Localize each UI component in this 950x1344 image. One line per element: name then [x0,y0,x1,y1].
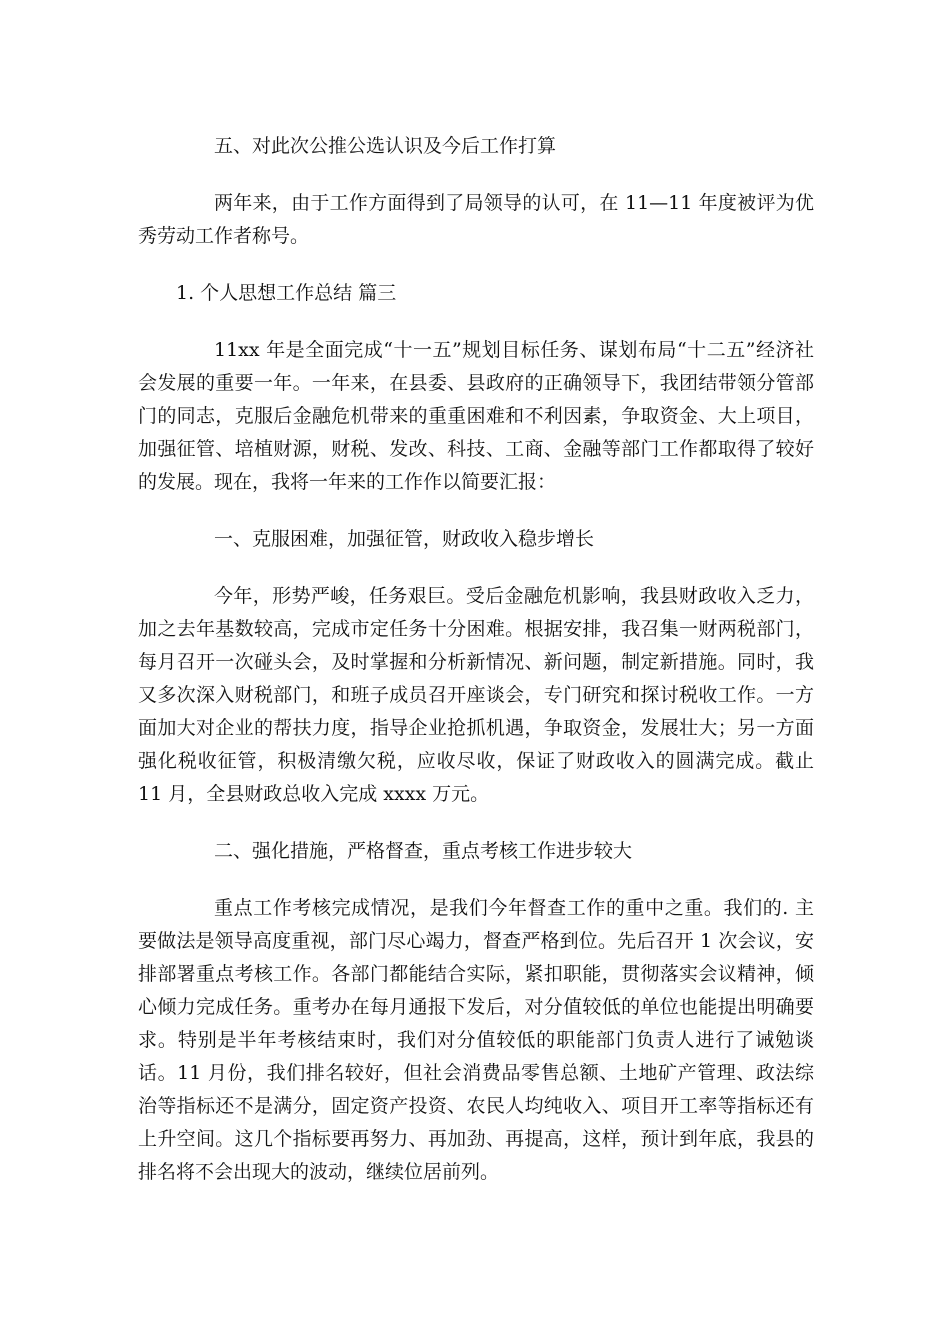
paragraph-finance: 今年，形势严峻，任务艰巨。受后金融危机影响，我县财政收入乏力，加之去年基数较高，完成市定任务十分困难。根据安排，我召集一财两税部门，每月召开一次碰头会，及时掌握和分析新情况、新问题，制定新措施。同时，我又多次深入财税部门，和班子成员召开座谈会，专门研究和探讨税收工作。一方面加大对企业的帮扶力度，指导企业抢抓机遇，争取资金，发展壮大；另一方面强化税收征管，积极清缴欠税，应收尽收，保证了财政收入的圆满完成。截止 11 月，全县财政总收入完成 xxxx 万元。 [138,585,814,805]
paragraph-assessment: 重点工作考核完成情况，是我们今年督查工作的重中之重。我们的. 主要做法是领导高度重视，部门尽心竭力，督查严格到位。先后召开 1 次会议，安排部署重点考核工作。各部门都能结合实际，紧扣职能，贯彻落实会议精神，倾心倾力完成任务。重考办在每月通报下发后，对分值较低的单位也能提出明确要求。特别是半年考核结束时，我们对分值较低的职能部门负责人进行了诫勉谈话。11 月份，我们排名较好，但社会消费品零售总额、土地矿产管理、政法综治等指标还不是满分，固定资产投资、农民人均纯收入、项目开工率等指标还有上升空间。这几个指标要再努力、再加劲、再提高，这样，预计到年底，我县的排名将不会出现大的波动，继续位居前列。 [138,897,814,1183]
section-heading-five: 五、对此次公推公选认识及今后工作打算 [214,135,557,157]
section-heading-two: 二、强化措施，严格督查，重点考核工作进步较大 [214,840,633,862]
paragraph-intro: 11xx 年是全面完成“十一五”规划目标任务、谋划布局“十二五”经济社会发展的重要一年。一年来，在县委、县政府的正确领导下，我团结带领分管部门的同志，克服后金融危机带来的重重困难和不利因素，争取资金、大上项目，加强征管、培植财源，财税、发改、科技、工商、金融等部门工作都取得了较好的发展。现在，我将一年来的工作作以简要汇报： [138,339,814,493]
section-heading-one: 一、克服困难，加强征管，财政收入稳步增长 [214,528,595,550]
document-body [138,130,814,1213]
article-title: 1. 个人思想工作总结 篇三 [176,282,397,304]
paragraph-award: 两年来，由于工作方面得到了局领导的认可，在 11—11 年度被评为优秀劳动工作者称号。 [138,192,814,247]
